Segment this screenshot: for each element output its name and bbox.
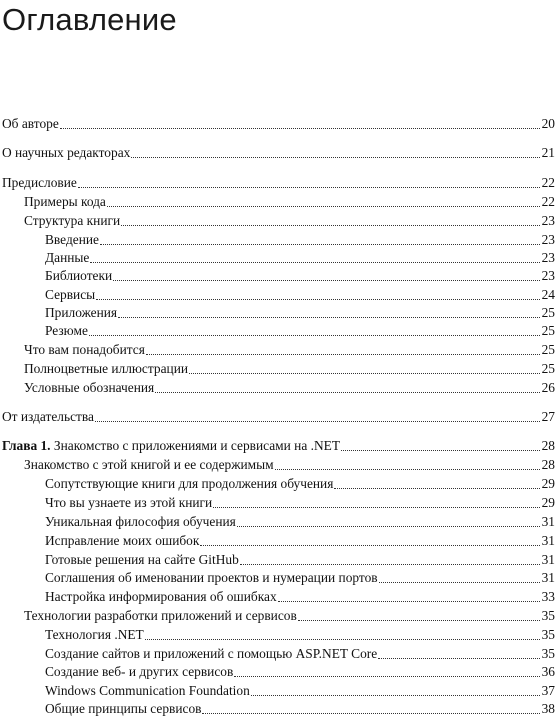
- dot-leader: [78, 174, 540, 188]
- dot-leader: [118, 304, 540, 318]
- toc-entry[interactable]: [2, 408, 555, 426]
- toc-entry-page: 25: [541, 305, 555, 320]
- toc-entry-label: [24, 456, 274, 474]
- toc-entry-page: 31: [541, 514, 555, 529]
- toc-entry[interactable]: [45, 551, 555, 569]
- dot-leader: [113, 267, 540, 281]
- toc-entry[interactable]: [24, 341, 555, 359]
- toc-entry-page: 22: [541, 194, 555, 209]
- toc-entry-title: Знакомство с приложениями и сервисами на .NET: [50, 438, 341, 453]
- dot-leader: [237, 513, 540, 527]
- toc-entry-title: Общие принципы сервисов: [45, 701, 202, 716]
- toc-entry-label: [45, 475, 333, 493]
- toc-entry[interactable]: [45, 569, 555, 587]
- dot-leader: [213, 494, 540, 508]
- toc-entry-page: 35: [541, 608, 555, 623]
- toc-entry-page: 22: [541, 175, 555, 190]
- dot-leader: [107, 193, 540, 207]
- toc-entry[interactable]: [2, 437, 555, 455]
- toc-entry-title: Настройка информирования об ошибках: [45, 589, 277, 604]
- toc-entry-page: 35: [541, 646, 555, 661]
- toc-entry-page: 25: [541, 361, 555, 376]
- toc-entry-label: [24, 193, 106, 211]
- toc-entry[interactable]: [45, 286, 555, 304]
- toc-entry-page: 25: [541, 342, 555, 357]
- toc-entry-page: 33: [541, 589, 555, 604]
- toc-entry-title: Введение: [45, 232, 99, 247]
- chapter-prefix: Глава 1.: [2, 438, 51, 453]
- toc-entry-label: [24, 212, 120, 230]
- dot-leader: [60, 115, 540, 129]
- toc-entry[interactable]: [45, 475, 555, 493]
- toc-entry-label: [45, 267, 112, 285]
- toc-entry-title: Полноцветные иллюстрации: [24, 361, 189, 376]
- toc-entry[interactable]: [45, 249, 555, 267]
- toc-entry-label: [45, 304, 117, 322]
- toc-entry-title: Данные: [45, 250, 90, 265]
- toc-entry-page: 31: [541, 533, 555, 548]
- toc-entry-page: 26: [541, 380, 555, 395]
- dot-leader: [146, 341, 540, 355]
- toc-entry-page: 20: [541, 116, 555, 131]
- toc-entry-label: [45, 249, 89, 267]
- dot-leader: [155, 379, 540, 393]
- toc-entry-label: [45, 532, 199, 550]
- dot-leader: [334, 475, 540, 489]
- toc-entry-label: [45, 569, 378, 587]
- toc-entry[interactable]: [24, 360, 555, 378]
- toc-entry-title: Условные обозначения: [24, 380, 155, 395]
- dot-leader: [202, 700, 540, 714]
- dot-leader: [95, 408, 540, 422]
- toc-entry-title: Готовые решения на сайте GitHub: [45, 552, 239, 567]
- toc-entry[interactable]: [45, 532, 555, 550]
- toc-entry-page: 31: [541, 570, 555, 585]
- toc-entry-title: От издательства: [2, 409, 94, 424]
- dot-leader: [298, 607, 540, 621]
- toc-entry-page: 29: [541, 495, 555, 510]
- toc-entry-label: [2, 437, 340, 455]
- toc-entry-title: Резюме: [45, 323, 88, 338]
- toc-entry[interactable]: [2, 174, 555, 192]
- toc-entry-title: Создание веб- и других сервисов: [45, 664, 234, 679]
- dot-leader: [89, 322, 540, 336]
- dot-leader: [90, 249, 540, 263]
- toc-entry-page: 23: [541, 250, 555, 265]
- toc-entry-page: 31: [541, 552, 555, 567]
- toc-entry[interactable]: [45, 304, 555, 322]
- toc-entry[interactable]: [45, 663, 555, 681]
- toc-entry-title: Создание сайтов и приложений с помощью ASP.NET Core: [45, 646, 378, 661]
- toc-entry[interactable]: [24, 193, 555, 211]
- dot-leader: [145, 626, 540, 640]
- toc-entry-title: Уникальная философия обучения: [45, 514, 236, 529]
- toc-entry-label: [45, 322, 88, 340]
- dot-leader: [100, 231, 540, 245]
- toc-entry-title: Библиотеки: [45, 268, 113, 283]
- toc-entry-label: [45, 286, 95, 304]
- toc-entry-label: [45, 551, 239, 569]
- toc-entry-page: 21: [541, 145, 555, 160]
- toc-entry-page: 25: [541, 323, 555, 338]
- toc-entry-page: 23: [541, 213, 555, 228]
- toc-entry-title: Сервисы: [45, 287, 96, 302]
- toc-entry-page: 29: [541, 476, 555, 491]
- dot-leader: [379, 569, 540, 583]
- toc-entry-page: 23: [541, 268, 555, 283]
- toc-entry-label: [45, 513, 236, 531]
- toc-entry-title: Приложения: [45, 305, 118, 320]
- toc-entry-title: Технология .NET: [45, 627, 144, 642]
- toc-entry-label: [45, 682, 250, 700]
- toc-entry-title: Что вы узнаете из этой книги: [45, 495, 213, 510]
- toc-entry-label: [2, 408, 94, 426]
- dot-leader: [200, 532, 540, 546]
- toc-entry-title: Примеры кода: [24, 194, 106, 209]
- toc-entry-title: Что вам понадобится: [24, 342, 145, 357]
- toc-entry-title: Об авторе: [2, 116, 59, 131]
- toc-entry[interactable]: [24, 212, 555, 230]
- dot-leader: [240, 551, 540, 565]
- toc-entry-page: 28: [541, 457, 555, 472]
- dot-leader: [189, 360, 540, 374]
- toc-entry[interactable]: [45, 267, 555, 285]
- dot-leader: [234, 663, 540, 677]
- toc-entry-page: 28: [541, 438, 555, 453]
- toc-entry-label: [45, 231, 99, 249]
- dot-leader: [378, 645, 540, 659]
- toc-entry-page: 24: [541, 287, 555, 302]
- toc-entry-page: 27: [541, 409, 555, 424]
- dot-leader: [96, 286, 540, 300]
- toc-entry-page: 38: [541, 701, 555, 716]
- page-title: Оглавление: [2, 2, 177, 37]
- toc-entry[interactable]: [24, 379, 555, 397]
- toc-entry[interactable]: [45, 700, 555, 718]
- toc-entry-label: [24, 360, 188, 378]
- toc-entry[interactable]: [45, 322, 555, 340]
- toc-entry-title: Исправление моих ошибок: [45, 533, 200, 548]
- toc-entry-label: [24, 341, 145, 359]
- toc-entry[interactable]: [45, 626, 555, 644]
- dot-leader: [251, 682, 540, 696]
- toc-entry-label: [45, 494, 212, 512]
- toc-entry-label: [45, 588, 277, 606]
- toc-entry-title: Сопутствующие книги для продолжения обучения: [45, 476, 334, 491]
- toc-entry-label: [2, 144, 130, 162]
- toc-entry[interactable]: [45, 231, 555, 249]
- toc-entry-title: Знакомство с этой книгой и ее содержимым: [24, 457, 274, 472]
- toc-entry-page: 23: [541, 232, 555, 247]
- toc-entry-label: [2, 115, 59, 133]
- toc-entry[interactable]: [24, 456, 555, 474]
- toc-entry[interactable]: [24, 607, 555, 625]
- toc-entry-label: [24, 607, 297, 625]
- dot-leader: [341, 437, 540, 451]
- toc-entry-label: [24, 379, 154, 397]
- dot-leader: [275, 456, 540, 470]
- toc-entry-label: [45, 645, 377, 663]
- toc-entry[interactable]: [45, 513, 555, 531]
- toc-entry-label: [45, 626, 144, 644]
- toc-entry-title: Windows Communication Foundation: [45, 683, 250, 698]
- toc-entry-title: О научных редакторах: [2, 145, 131, 160]
- toc-entry-title: Структура книги: [24, 213, 121, 228]
- toc-entry[interactable]: [2, 144, 555, 162]
- toc-entry-title: Технологии разработки приложений и сервисов: [24, 608, 297, 623]
- dot-leader: [278, 588, 540, 602]
- toc-entry-label: [45, 663, 233, 681]
- toc-entry-title: Предисловие: [2, 175, 77, 190]
- toc-entry[interactable]: [45, 588, 555, 606]
- toc-entry-label: [2, 174, 77, 192]
- toc-entry-label: [45, 700, 201, 718]
- dot-leader: [131, 144, 540, 158]
- toc-entry[interactable]: [2, 115, 555, 133]
- toc-entry[interactable]: [45, 645, 555, 663]
- toc-entry[interactable]: [45, 494, 555, 512]
- toc-entry[interactable]: [45, 682, 555, 700]
- toc-entry-page: 35: [541, 627, 555, 642]
- dot-leader: [121, 212, 540, 226]
- toc-entry-title: Соглашения об именовании проектов и нумерации портов: [45, 570, 378, 585]
- toc-entry-page: 36: [541, 664, 555, 679]
- toc-entry-page: 37: [541, 683, 555, 698]
